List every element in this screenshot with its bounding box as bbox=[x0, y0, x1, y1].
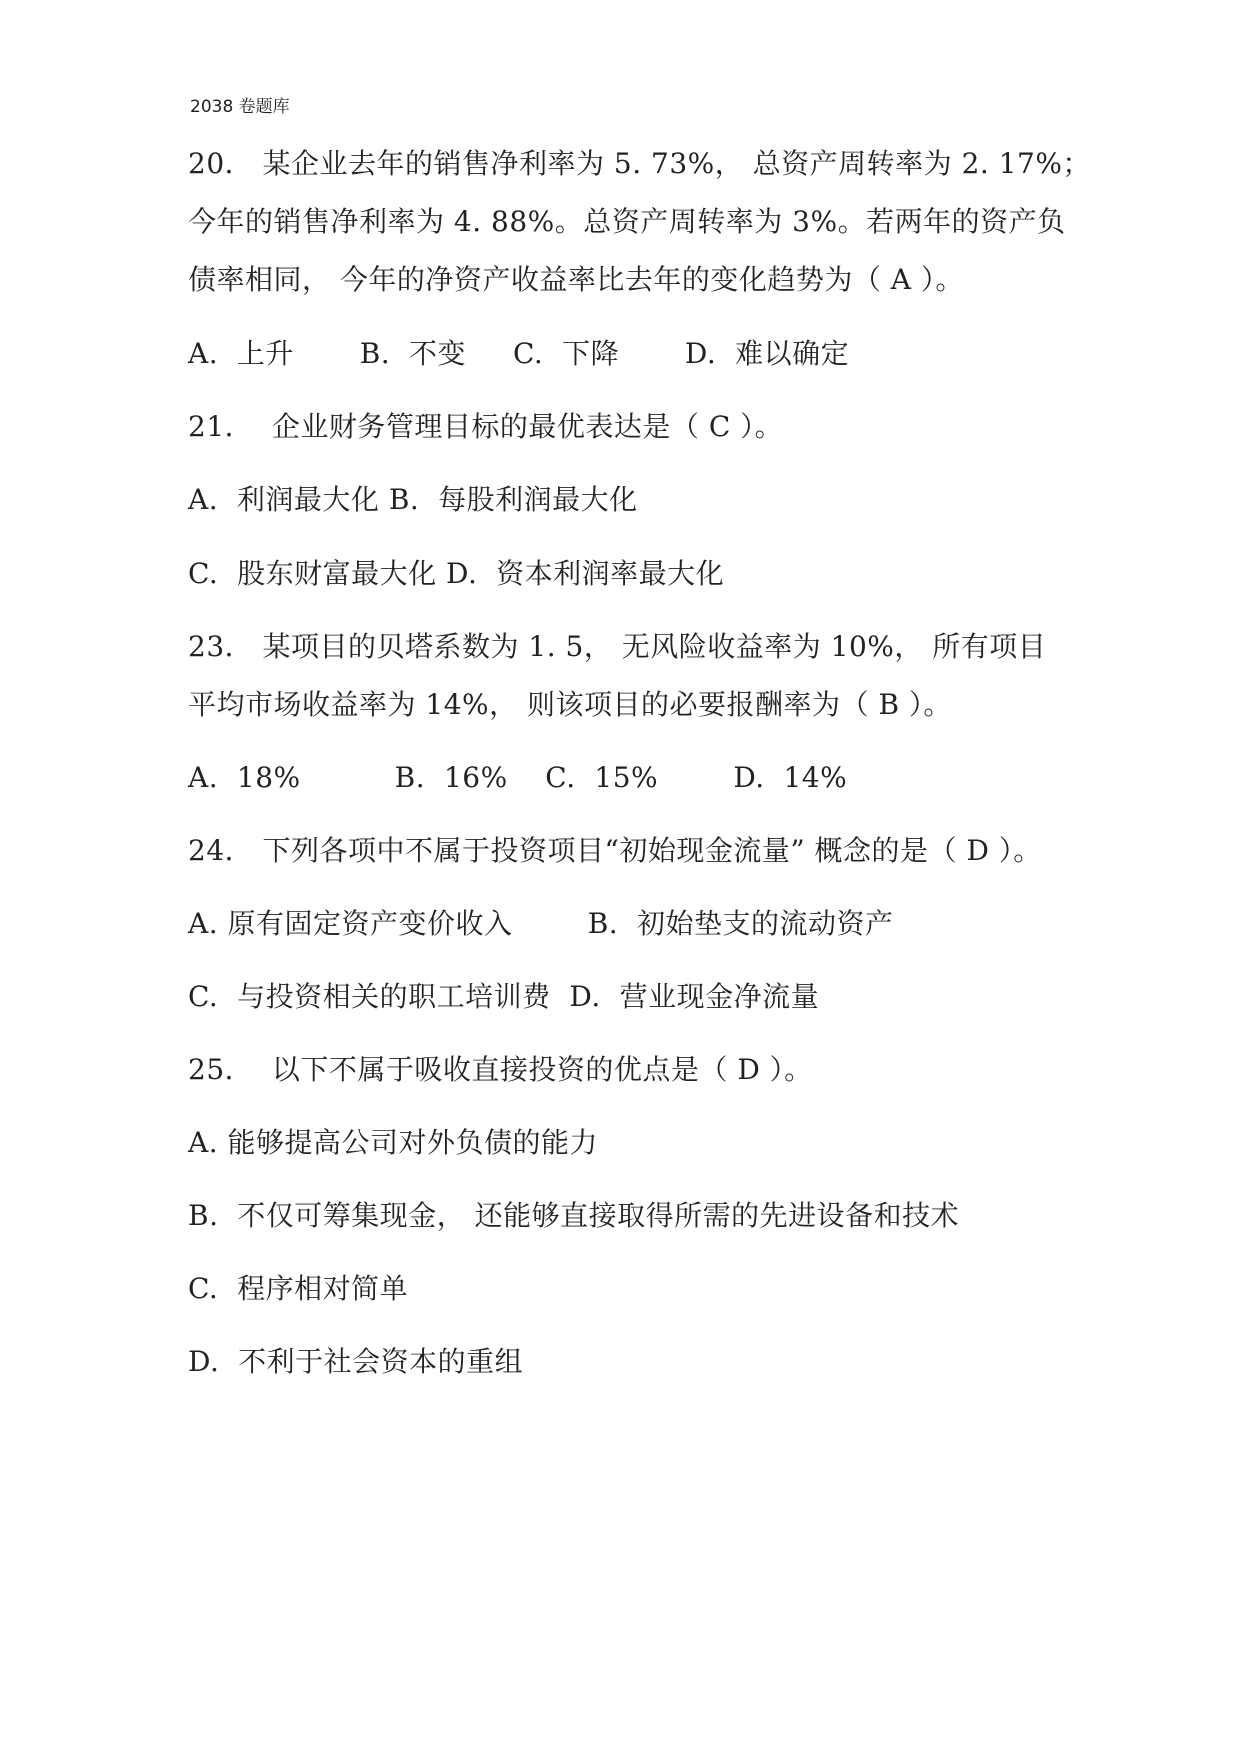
question-23-line-1: 23． 某项目的贝塔系数为 1. 5， 无风险收益率为 10%， 所有项目 bbox=[188, 630, 1047, 663]
question-25-option-b: B. 不仅可筹集现金， 还能够直接取得所需的先进设备和技术 bbox=[188, 1199, 960, 1232]
question-21-options-ab: A. 利润最大化 B. 每股利润最大化 bbox=[188, 483, 638, 516]
question-20-line-1: 20． 某企业去年的销售净利率为 5. 73%， 总资产周转率为 2. 17%； bbox=[188, 147, 1091, 180]
question-23-line-2: 平均市场收益率为 14%， 则该项目的必要报酬率为（ B ）。 bbox=[188, 688, 952, 721]
question-24-options-cd: C. 与投资相关的职工培训费 D. 营业现金净流量 bbox=[188, 980, 820, 1013]
question-21-stem: 21． 企业财务管理目标的最优表达是（ C ）。 bbox=[188, 410, 784, 443]
question-20-line-3: 债率相同， 今年的净资产收益率比去年的变化趋势为（ A ）。 bbox=[188, 263, 964, 296]
page-header: 2038 卷题库 bbox=[190, 97, 290, 117]
question-25-option-d: D. 不利于社会资本的重组 bbox=[188, 1345, 524, 1378]
question-21-options-cd: C. 股东财富最大化 D. 资本利润率最大化 bbox=[188, 557, 725, 590]
question-25-option-c: C. 程序相对简单 bbox=[188, 1272, 409, 1305]
question-25-stem: 25． 以下不属于吸收直接投资的优点是（ D ）。 bbox=[188, 1053, 813, 1086]
question-20-options: A. 上升 B. 不变 C. 下降 D. 难以确定 bbox=[188, 337, 850, 370]
question-25-option-a: A. 能够提高公司对外负债的能力 bbox=[188, 1126, 599, 1159]
question-23-options: A. 18% B. 16% C. 15% D. 14% bbox=[188, 761, 848, 794]
question-20-line-2: 今年的销售净利率为 4. 88%。总资产周转率为 3%。若两年的资产负 bbox=[188, 205, 1066, 238]
question-24-stem: 24． 下列各项中不属于投资项目“初始现金流量” 概念的是（ D ）。 bbox=[188, 834, 1042, 867]
question-24-options-ab: A. 原有固定资产变价收入 B. 初始垫支的流动资产 bbox=[188, 907, 894, 940]
